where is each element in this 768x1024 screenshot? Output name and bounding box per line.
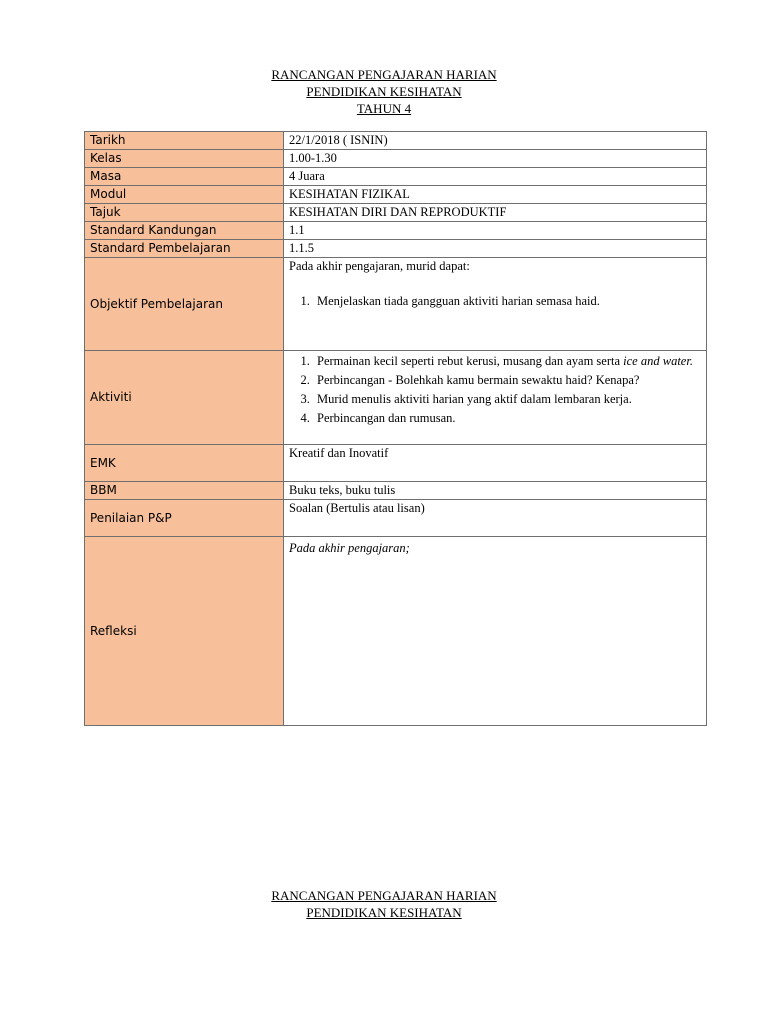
table-row: [85, 168, 707, 186]
heading-year: TAHUN 4: [356, 101, 412, 116]
table-row: [85, 500, 707, 537]
row-label-objektif: Objektif Pembelajaran: [85, 258, 284, 351]
row-label-aktiviti: Aktiviti: [85, 351, 284, 445]
row-value-masa: 4 Juara: [284, 168, 707, 186]
row-value-objektif: [284, 258, 707, 351]
row-value-tajuk: KESIHATAN DIRI DAN REPRODUKTIF: [284, 204, 707, 222]
row-label-kelas: Kelas: [85, 150, 284, 168]
row-label-tarikh: Tarikh: [85, 132, 284, 150]
heading-subject: PENDIDIKAN KESIHATAN: [306, 84, 462, 99]
table-row: [85, 482, 707, 500]
next-page-heading: [0, 887, 768, 921]
row-label-penilaian: Penilaian P&P: [85, 500, 284, 537]
row-label-standard-kandungan: Standard Kandungan: [85, 222, 284, 240]
table-row: [85, 204, 707, 222]
row-label-tajuk: Tajuk: [85, 204, 284, 222]
row-value-penilaian: Soalan (Bertulis atau lisan): [284, 500, 707, 537]
row-value-standard-kandungan: 1.1: [284, 222, 707, 240]
lesson-plan-table: [84, 131, 707, 726]
list-item: 2. Perbincangan - Bolehkah kamu bermain sewaktu haid? Kenapa?: [313, 371, 701, 390]
row-label-refleksi: Refleksi: [85, 537, 284, 726]
table-row: [85, 132, 707, 150]
row-value-tarikh: 22/1/2018 ( ISNIN): [284, 132, 707, 150]
table-row: [85, 351, 707, 445]
table-row: [85, 445, 707, 482]
row-label-modul: Modul: [85, 186, 284, 204]
refleksi-text: Pada akhir pengajaran;: [289, 541, 410, 555]
objektif-list: [289, 292, 701, 311]
aktiviti-item-text: Permainan kecil seperti rebut kerusi, musang dan ayam serta: [317, 354, 624, 368]
heading-title: RANCANGAN PENGAJARAN HARIAN: [271, 888, 497, 903]
row-label-standard-pembelajaran: Standard Pembelajaran: [85, 240, 284, 258]
row-label-emk: EMK: [85, 445, 284, 482]
document-heading: [0, 66, 768, 117]
heading-title: RANCANGAN PENGAJARAN HARIAN: [271, 67, 497, 82]
row-value-modul: KESIHATAN FIZIKAL: [284, 186, 707, 204]
row-value-emk: Kreatif dan Inovatif: [284, 445, 707, 482]
table-row: [85, 150, 707, 168]
aktiviti-item-italic: ice and water.: [623, 354, 693, 368]
aktiviti-list: [289, 352, 701, 428]
table-row: [85, 537, 707, 726]
row-label-masa: Masa: [85, 168, 284, 186]
list-item: [313, 352, 701, 371]
list-item: 1. Menjelaskan tiada gangguan aktiviti harian semasa haid.: [313, 292, 701, 311]
table-row: [85, 222, 707, 240]
table-row: [85, 240, 707, 258]
row-label-bbm: BBM: [85, 482, 284, 500]
row-value-aktiviti: [284, 351, 707, 445]
row-value-kelas: 1.00-1.30: [284, 150, 707, 168]
row-value-bbm: Buku teks, buku tulis: [284, 482, 707, 500]
list-item: 3. Murid menulis aktiviti harian yang aktif dalam lembaran kerja.: [313, 390, 701, 409]
table-row: [85, 186, 707, 204]
heading-subject: PENDIDIKAN KESIHATAN: [306, 905, 462, 920]
list-item: 4. Perbincangan dan rumusan.: [313, 409, 701, 428]
objektif-intro: Pada akhir pengajaran, murid dapat:: [289, 259, 470, 273]
row-value-standard-pembelajaran: 1.1.5: [284, 240, 707, 258]
row-value-refleksi: [284, 537, 707, 726]
table-row: [85, 258, 707, 351]
